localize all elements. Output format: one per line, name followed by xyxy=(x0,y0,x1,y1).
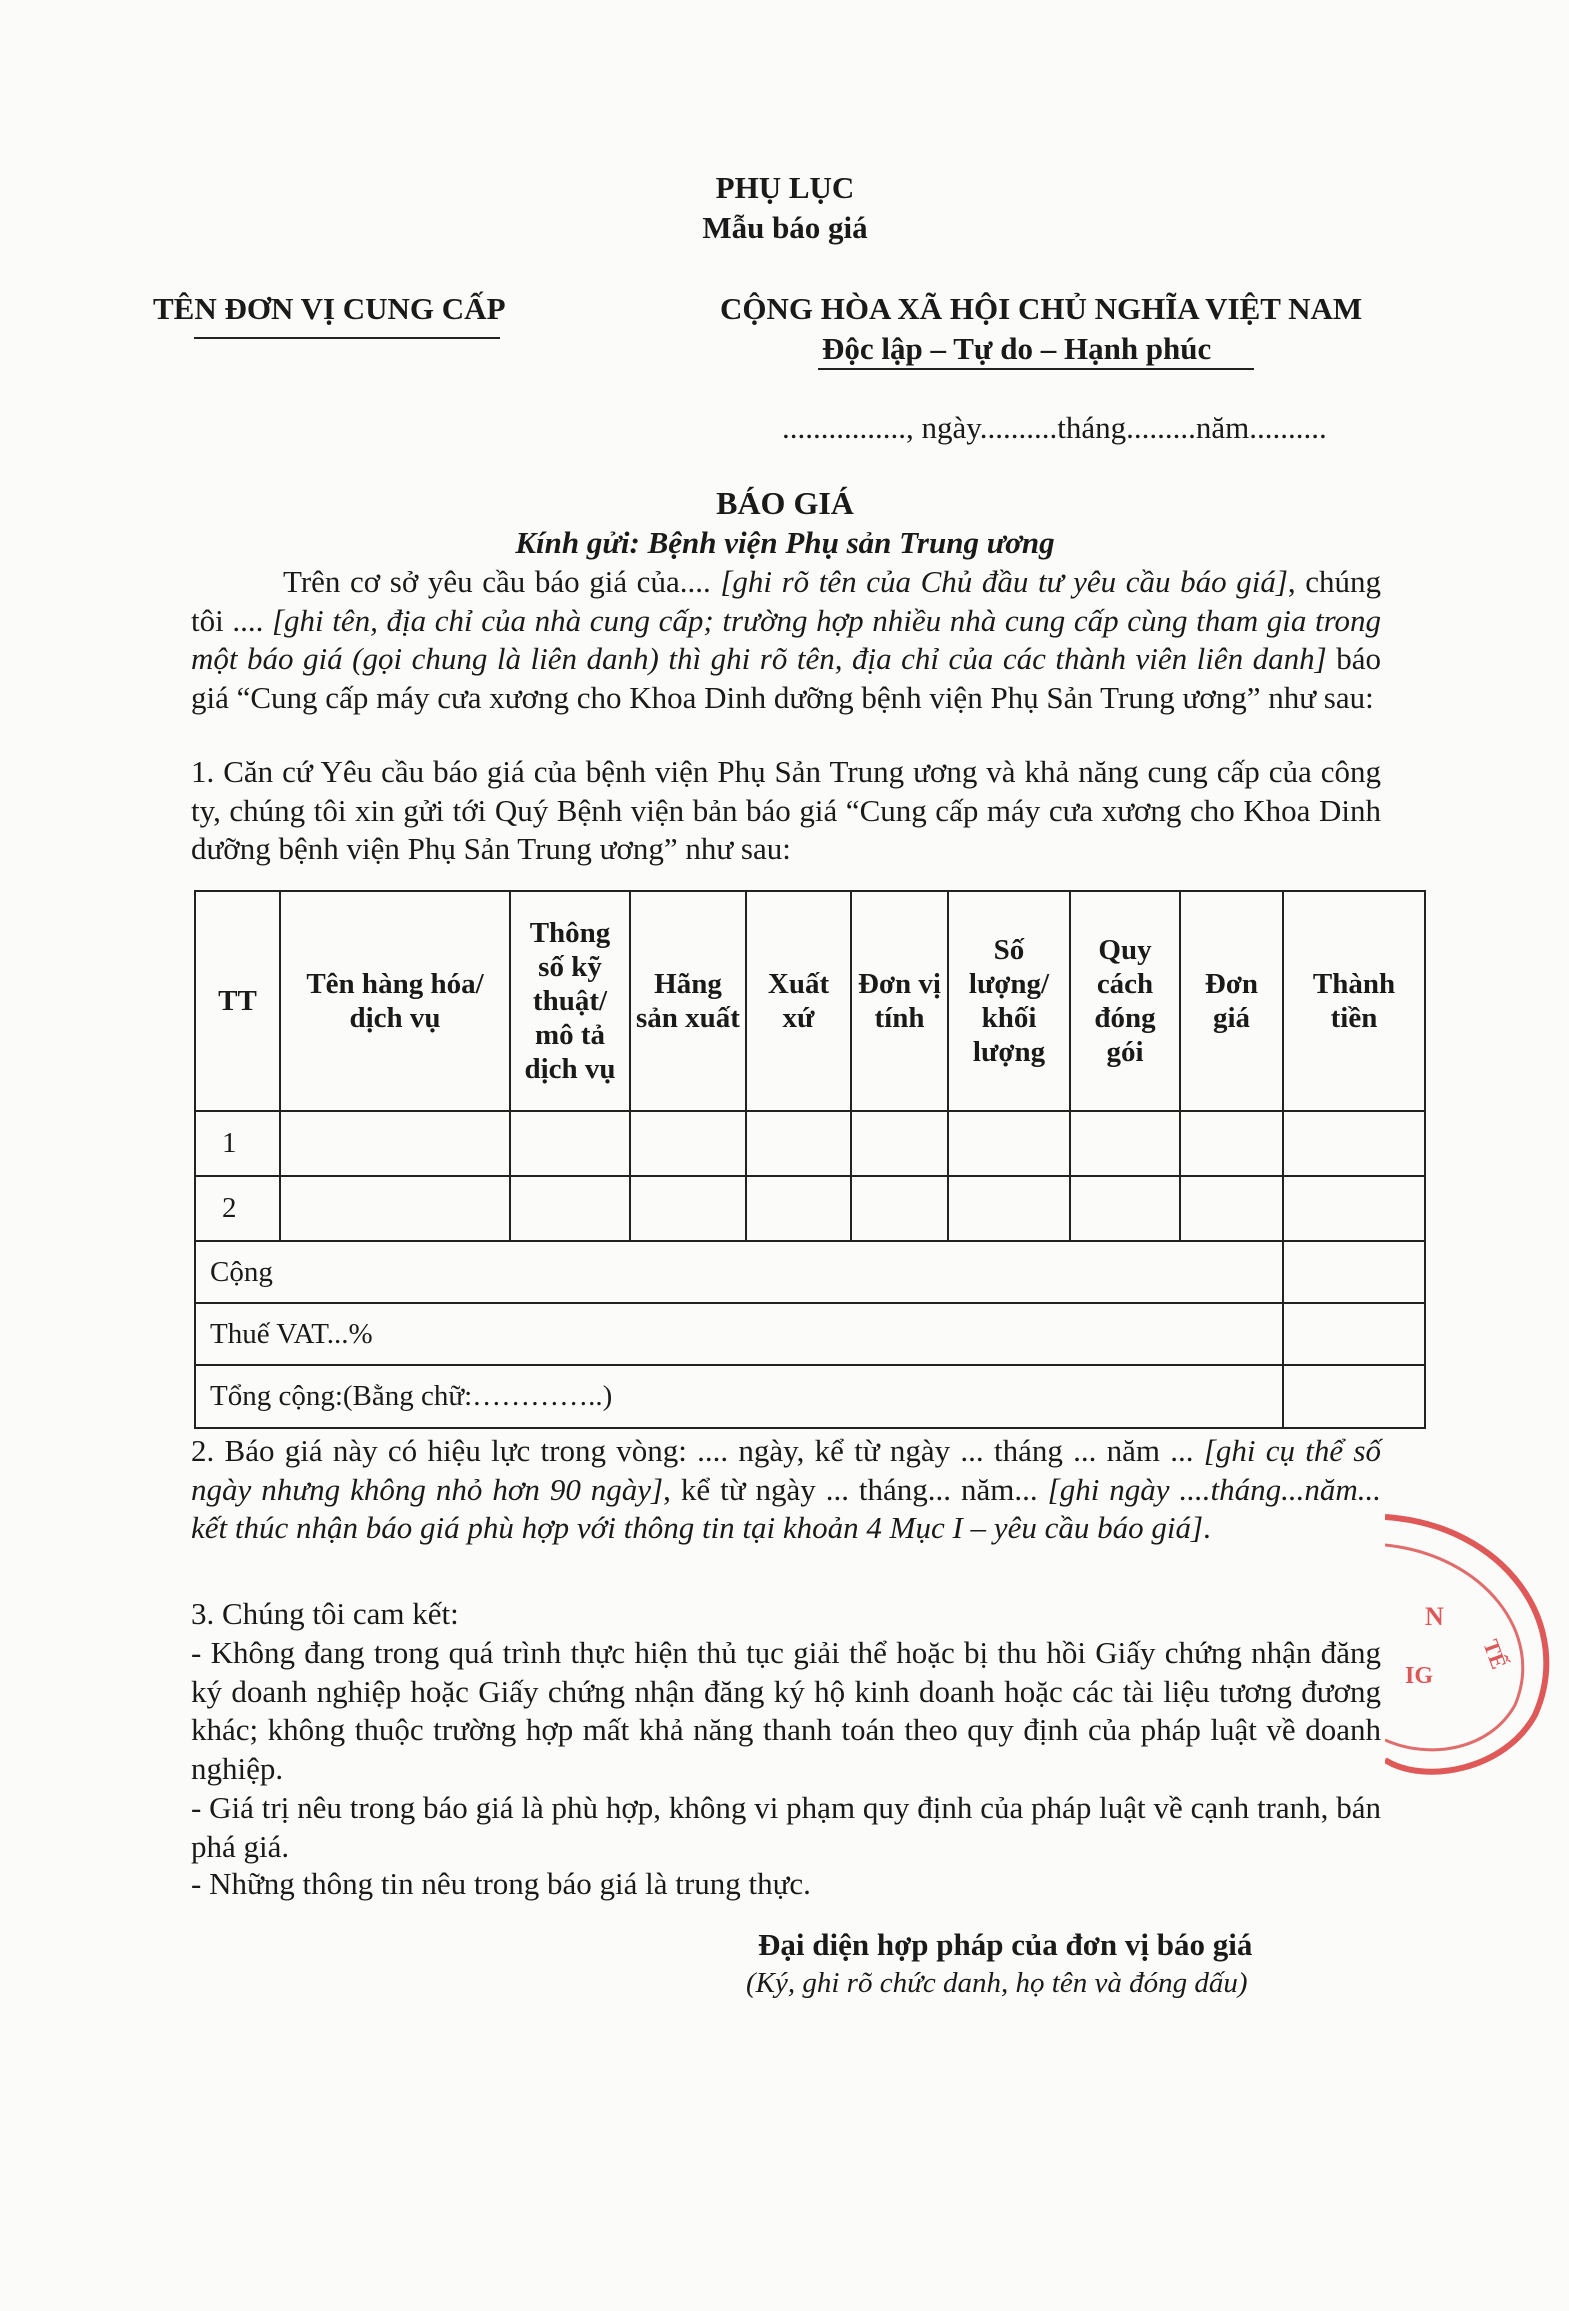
vat-row xyxy=(195,1303,1425,1365)
vat-amount-cell[interactable] xyxy=(1283,1303,1425,1365)
validity-placeholder-1: [ghi cụ thể số ngày nhưng không nhỏ hơn 90 ngày] xyxy=(191,1433,1381,1507)
validity-text-1: 2. Báo giá này có hiệu lực trong vòng: .... ngày, kể từ ngày ... tháng ... năm ... xyxy=(191,1433,1204,1468)
cell-empty[interactable] xyxy=(851,1111,948,1176)
cell-empty[interactable] xyxy=(280,1176,510,1241)
appendix-subtitle: Mẫu báo giá xyxy=(702,210,868,245)
row-number: 2 xyxy=(195,1176,280,1241)
cell-empty[interactable] xyxy=(1283,1111,1425,1176)
cell-empty[interactable] xyxy=(1180,1111,1283,1176)
stamp-fragment-text: N xyxy=(1425,1602,1444,1631)
col-header-manufacturer: Hãng sản xuất xyxy=(630,891,746,1111)
cell-empty[interactable] xyxy=(1180,1176,1283,1241)
country-heading: CỘNG HÒA XÃ HỘI CHỦ NGHĨA VIỆT NAM xyxy=(720,291,1363,326)
item-1-paragraph: 1. Căn cứ Yêu cầu báo giá của bệnh viện Phụ Sản Trung ương và khả năng cung cấp của công ty, chúng tôi xin gửi tới Quý Bệnh viện bản báo giá “Cung cấp máy cưa xương cho Khoa Dinh dưỡng bệnh viện Phụ Sản Trung ương” như sau: xyxy=(191,754,1381,866)
validity-paragraph xyxy=(191,1432,1381,1548)
motto-underline xyxy=(818,368,1254,370)
grand-total-label: Tổng cộng:(Bằng chữ:…………..) xyxy=(195,1365,1283,1428)
recipient-line: Kính gửi: Bệnh viện Phụ sản Trung ương xyxy=(515,525,1055,560)
intro-placeholder-1: [ghi rõ tên của Chủ đầu tư yêu cầu báo giá] xyxy=(720,564,1288,599)
total-row xyxy=(195,1241,1425,1303)
col-header-packaging: Quy cách đóng gói xyxy=(1070,891,1180,1111)
date-line: ................, ngày..........tháng.........năm.......... xyxy=(782,410,1327,445)
col-header-goods: Tên hàng hóa/ dịch vụ xyxy=(280,891,510,1111)
red-stamp-fragment xyxy=(1385,1505,1569,1785)
col-header-quantity: Số lượng/ khối lượng xyxy=(948,891,1070,1111)
cell-empty[interactable] xyxy=(1283,1176,1425,1241)
col-header-tt: TT xyxy=(195,891,280,1111)
cell-empty[interactable] xyxy=(630,1111,746,1176)
cell-empty[interactable] xyxy=(510,1111,630,1176)
intro-placeholder-2: [ghi tên, địa chỉ của nhà cung cấp; trường hợp nhiều nhà cung cấp cùng tham gia trong một báo giá (gọi chung là liên danh) thì ghi rõ tên, địa chỉ của các thành viên liên danh] xyxy=(191,602,1381,676)
supplier-unit-heading: TÊN ĐƠN VỊ CUNG CẤP xyxy=(153,291,506,326)
commitments-heading: 3. Chúng tôi cam kết: xyxy=(191,1596,459,1631)
validity-text-3: . xyxy=(1203,1510,1211,1545)
cell-empty[interactable] xyxy=(746,1111,851,1176)
col-header-specs: Thông số kỹ thuật/ mô tả dịch vụ xyxy=(510,891,630,1111)
supplier-underline xyxy=(194,337,500,339)
table-header-row xyxy=(195,891,1425,1111)
table-row xyxy=(195,1176,1425,1241)
appendix-title: PHỤ LỤC xyxy=(715,170,855,205)
col-header-unit: Đơn vị tính xyxy=(851,891,948,1111)
intro-text-3: báo giá “Cung cấp máy cưa xương cho Khoa Dinh dưỡng bệnh viện Phụ Sản Trung ương” như sau: xyxy=(191,641,1381,715)
col-header-unit-price: Đơn giá xyxy=(1180,891,1283,1111)
cell-empty[interactable] xyxy=(510,1176,630,1241)
cell-empty[interactable] xyxy=(630,1176,746,1241)
cell-empty[interactable] xyxy=(1070,1111,1180,1176)
stamp-fragment-text: IG xyxy=(1405,1663,1434,1689)
cell-empty[interactable] xyxy=(280,1111,510,1176)
col-header-amount: Thành tiền xyxy=(1283,891,1425,1111)
grand-total-row xyxy=(195,1365,1425,1428)
stamp-fragment-text: TẾ xyxy=(1478,1636,1512,1673)
cell-empty[interactable] xyxy=(948,1176,1070,1241)
col-header-origin: Xuất xứ xyxy=(746,891,851,1111)
table-row xyxy=(195,1111,1425,1176)
cell-empty[interactable] xyxy=(746,1176,851,1241)
total-amount-cell[interactable] xyxy=(1283,1241,1425,1303)
validity-text-2: , kể từ ngày ... tháng... năm... xyxy=(663,1471,1048,1507)
row-number: 1 xyxy=(195,1111,280,1176)
cell-empty[interactable] xyxy=(1070,1176,1180,1241)
vat-label: Thuế VAT...% xyxy=(195,1303,1283,1365)
motto: Độc lập – Tự do – Hạnh phúc xyxy=(822,331,1212,366)
commitment-item: - Giá trị nêu trong báo giá là phù hợp, không vi phạm quy định của pháp luật về cạnh tranh, bán phá giá. xyxy=(191,1790,1381,1864)
intro-paragraph xyxy=(191,563,1381,717)
signature-note: (Ký, ghi rõ chức danh, họ tên và đóng dấu) xyxy=(746,1967,1248,1999)
total-label: Cộng xyxy=(195,1241,1283,1303)
commitment-item: - Những thông tin nêu trong báo giá là trung thực. xyxy=(191,1866,811,1901)
document-title: BÁO GIÁ xyxy=(716,485,854,521)
grand-total-amount-cell[interactable] xyxy=(1283,1365,1425,1428)
intro-text-2: , chúng tôi .... xyxy=(191,564,1382,638)
cell-empty[interactable] xyxy=(851,1176,948,1241)
validity-placeholder-2: [ghi ngày ....tháng...năm... kết thúc nhận báo giá phù hợp với thông tin tại khoản 4 Mục I – yêu cầu báo giá] xyxy=(191,1471,1382,1545)
intro-text-1: Trên cơ sở yêu cầu báo giá của.... xyxy=(283,564,721,599)
signature-title: Đại diện hợp pháp của đơn vị báo giá xyxy=(758,1927,1253,1962)
commitment-item: - Không đang trong quá trình thực hiện thủ tục giải thể hoặc bị thu hồi Giấy chứng nhận đăng ký doanh nghiệp hoặc Giấy chứng nhận đăng ký hộ kinh doanh hoặc các tài liệu tương đương khác; không thuộc trường hợp mất khả năng thanh toán theo quy định của pháp luật về doanh nghiệp. xyxy=(191,1635,1381,1786)
cell-empty[interactable] xyxy=(948,1111,1070,1176)
quote-table xyxy=(194,890,1426,1429)
